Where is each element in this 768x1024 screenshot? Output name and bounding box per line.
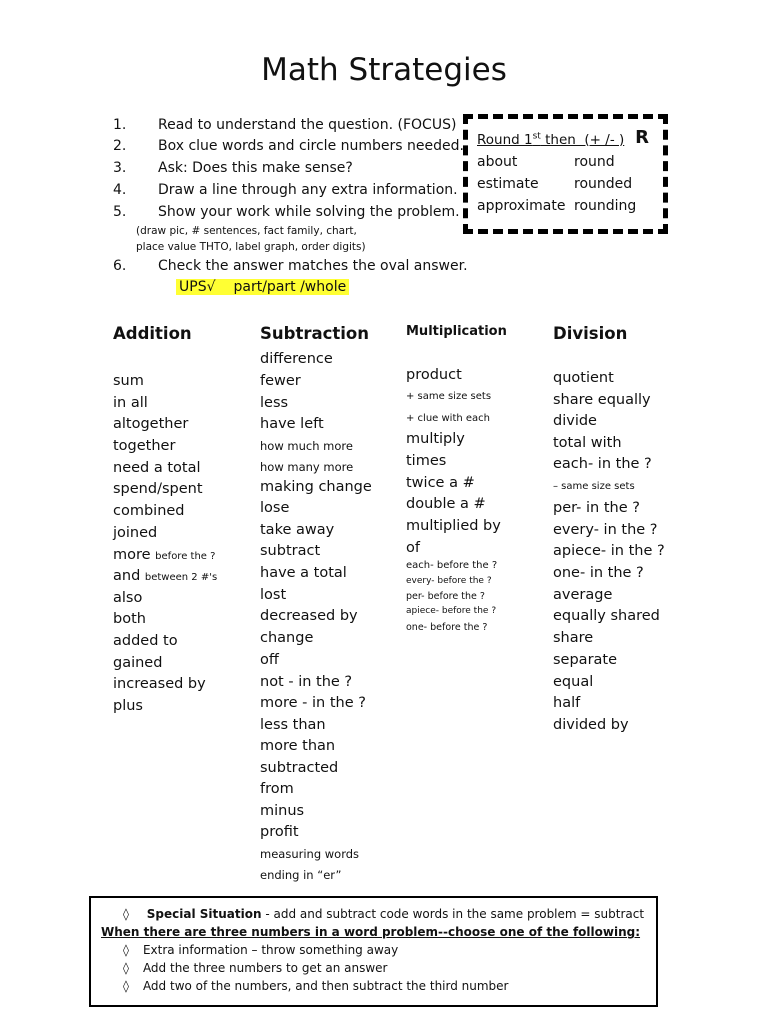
round-letter: R	[635, 127, 649, 148]
subtraction-word: more - in the ?	[260, 695, 366, 711]
step-number: 1.	[113, 117, 127, 133]
addition-word: spend/spent	[113, 481, 203, 497]
special-situation-text: - add and subtract code words in the same problem = subtract	[261, 907, 645, 921]
step-text: Read to understand the question. (FOCUS)	[158, 117, 457, 133]
addition-word: plus	[113, 698, 143, 714]
diamond-bullet-icon: ◊	[123, 979, 129, 993]
subtraction-column	[260, 324, 372, 882]
diamond-bullet-icon: ◊	[123, 961, 129, 975]
division-word: equally shared	[553, 608, 660, 624]
round-word: approximate	[477, 198, 566, 214]
step-text: Check the answer matches the oval answer.	[158, 258, 468, 274]
division-word: divided by	[553, 717, 629, 733]
step-number: 2.	[113, 138, 127, 154]
multiplication-word: every- before the ?	[406, 576, 492, 586]
multiplication-word: multiply	[406, 431, 465, 447]
subtraction-word: from	[260, 781, 294, 797]
special-item	[123, 961, 387, 975]
division-heading: Division	[553, 324, 628, 343]
multiplication-word: each- before the ?	[406, 560, 498, 571]
subtraction-word: subtract	[260, 543, 321, 559]
addition-word: added to	[113, 633, 178, 649]
addition-word: sum	[113, 373, 144, 389]
multiplication-word: times	[406, 453, 447, 469]
special-heading: When there are three numbers in a word problem--choose one of the following:	[101, 925, 641, 939]
subtraction-word: making change	[260, 479, 372, 495]
multiplication-word: multiplied by	[406, 518, 501, 534]
addition-heading: Addition	[113, 324, 192, 343]
ups-text: part/part /whole	[233, 279, 347, 295]
division-word: separate	[553, 652, 618, 668]
multiplication-heading: Multiplication	[406, 324, 507, 339]
addition-word: need a total	[113, 460, 201, 476]
addition-word-more	[113, 547, 215, 563]
addition-word: gained	[113, 655, 163, 671]
step-note: (draw pic, # sentences, fact family, chart,	[136, 225, 357, 237]
addition-word: also	[113, 590, 143, 606]
division-word: every- in the ?	[553, 522, 658, 538]
round-heading	[477, 131, 624, 148]
page-title: Math Strategies	[261, 52, 507, 88]
subtraction-word: minus	[260, 803, 305, 819]
special-situation-label: Special Situation	[146, 907, 262, 921]
multiplication-word: of	[406, 540, 420, 556]
multiplication-word: + same size sets	[406, 391, 492, 402]
division-word: share	[553, 630, 594, 646]
division-word: share equally	[553, 392, 651, 408]
step-text: Box clue words and circle numbers needed.	[158, 138, 464, 154]
division-word: – same size sets	[553, 481, 635, 492]
subtraction-word: subtracted	[260, 760, 339, 776]
addition-column	[113, 324, 218, 714]
addition-word: joined	[113, 525, 158, 541]
special-item	[123, 979, 509, 993]
round-heading-suffix: then (+ /- )	[540, 131, 625, 148]
multiplication-word: double a #	[406, 496, 486, 512]
round-word: estimate	[477, 176, 539, 192]
addition-word: together	[113, 438, 176, 454]
round-word: round	[574, 154, 615, 170]
subtraction-word: lost	[260, 587, 287, 603]
special-situation-box	[89, 896, 658, 1007]
division-word: quotient	[553, 370, 614, 386]
subtraction-word: have a total	[260, 565, 347, 581]
step-text: Show your work while solving the problem.	[158, 204, 460, 220]
addition-word: increased by	[113, 676, 206, 692]
step-number: 3.	[113, 160, 127, 176]
division-word: one- in the ?	[553, 565, 644, 581]
subtraction-word: not - in the ?	[260, 674, 353, 690]
round-heading-sup: st	[532, 131, 541, 141]
subtraction-word: have left	[260, 416, 324, 432]
division-word: average	[553, 587, 613, 603]
subtraction-word: off	[260, 652, 279, 668]
step-number: 4.	[113, 182, 127, 198]
subtraction-word: more than	[260, 738, 336, 754]
division-column	[553, 324, 665, 733]
ups-highlight	[176, 279, 349, 295]
division-word: half	[553, 695, 581, 711]
special-situation-line	[123, 907, 644, 921]
diamond-bullet-icon: ◊	[123, 943, 129, 957]
subtraction-heading: Subtraction	[260, 324, 370, 343]
addition-word: altogether	[113, 416, 189, 432]
step-text: Ask: Does this make sense?	[158, 160, 353, 176]
subtraction-word: profit	[260, 824, 299, 840]
addition-word: combined	[113, 503, 185, 519]
subtraction-word: less than	[260, 717, 326, 733]
subtraction-word: measuring words	[260, 847, 360, 861]
addition-and: and	[113, 568, 141, 584]
addition-word-and	[113, 568, 217, 584]
ups-label: UPS√	[179, 279, 216, 295]
subtraction-word: decreased by	[260, 608, 358, 624]
subtraction-word: how much more	[260, 439, 353, 453]
subtraction-word: ending in “er”	[260, 868, 342, 882]
special-item	[123, 943, 398, 957]
subtraction-word: less	[260, 395, 289, 411]
step-number: 6.	[113, 258, 127, 274]
round-word: rounding	[574, 198, 637, 214]
division-word: divide	[553, 413, 597, 429]
division-word: per- in the ?	[553, 500, 640, 516]
addition-more: more	[113, 547, 151, 563]
multiplication-word: one- before the ?	[406, 622, 488, 633]
addition-word: both	[113, 611, 146, 627]
subtraction-word: lose	[260, 500, 290, 516]
round-word: rounded	[574, 176, 633, 192]
round-heading-prefix: Round 1	[477, 131, 533, 148]
diamond-bullet-icon: ◊	[123, 907, 129, 921]
multiplication-word: per- before the ?	[406, 591, 485, 602]
special-item-text: Add the three numbers to get an answer	[142, 961, 388, 975]
division-word: equal	[553, 674, 594, 690]
multiplication-word: apiece- before the ?	[406, 606, 497, 616]
subtraction-word: how many more	[260, 460, 354, 474]
addition-word: in all	[113, 395, 148, 411]
subtraction-word: take away	[260, 522, 335, 538]
round-box	[463, 114, 668, 234]
multiplication-word: + clue with each	[406, 413, 491, 424]
subtraction-word: change	[260, 630, 314, 646]
special-item-text: Extra information – throw something away	[142, 943, 399, 957]
special-item-text: Add two of the numbers, and then subtract the third number	[142, 979, 509, 993]
round-word: about	[477, 154, 518, 170]
subtraction-word: fewer	[260, 373, 301, 389]
step-number: 5.	[113, 204, 127, 220]
addition-and-note: between 2 #'s	[144, 572, 218, 583]
step-text: Draw a line through any extra information.	[158, 182, 458, 198]
multiplication-word: twice a #	[406, 475, 475, 491]
multiplication-word: product	[406, 367, 462, 383]
step-note: place value THTO, label graph, order digits)	[136, 241, 366, 253]
division-word: each- in the ?	[553, 456, 652, 472]
multiplication-column	[406, 324, 507, 633]
division-word: total with	[553, 435, 622, 451]
subtraction-word: difference	[260, 351, 333, 367]
division-word: apiece- in the ?	[553, 543, 665, 559]
addition-more-note: before the ?	[155, 551, 216, 562]
